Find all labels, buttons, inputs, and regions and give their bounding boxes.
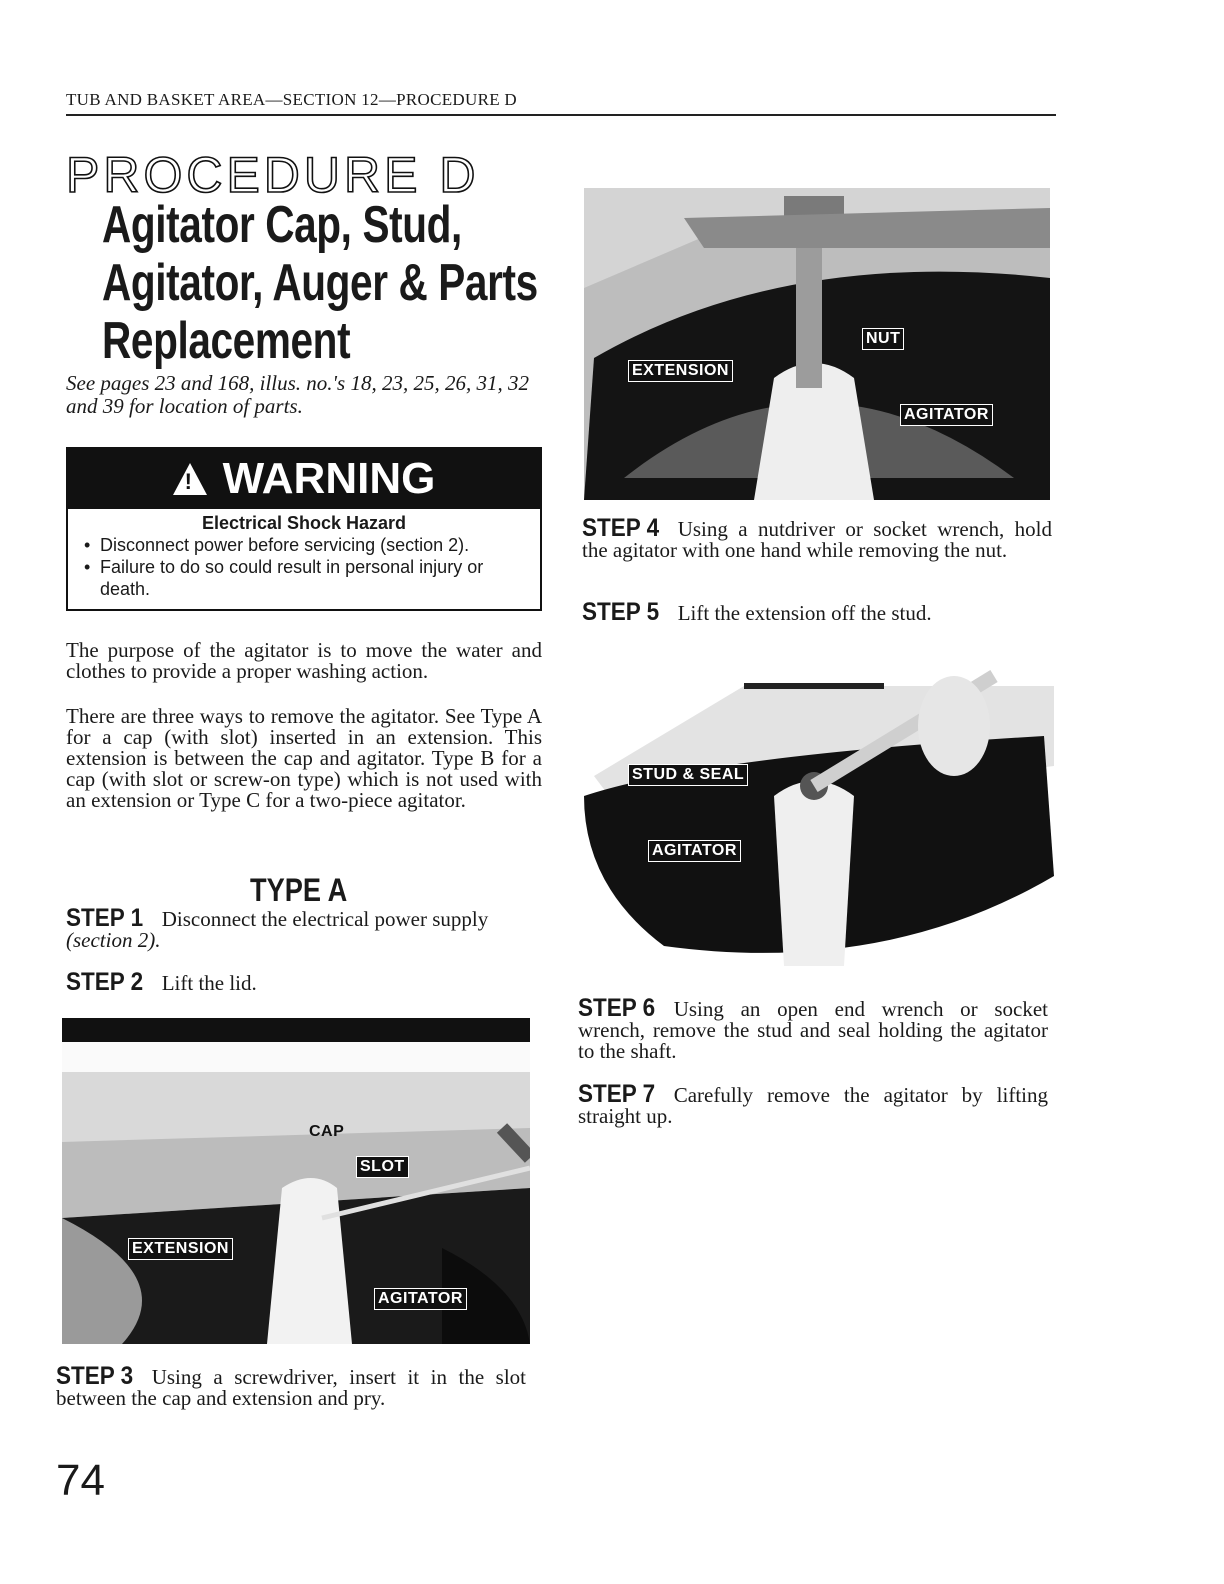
procedure-label: PROCEDURE D <box>66 147 480 203</box>
type-a-heading: TYPE A <box>250 872 348 908</box>
step-note: (section 2). <box>66 928 161 952</box>
callout-agitator: AGITATOR <box>374 1288 467 1310</box>
title-line: Agitator Cap, Stud, <box>102 196 462 254</box>
page-title <box>102 196 538 370</box>
warning-bullet: • Failure to do so could result in personal injury or death. <box>82 556 532 600</box>
callout-agitator: AGITATOR <box>900 404 993 426</box>
warning-heading: WARNING <box>222 454 436 503</box>
page-number: 74 <box>56 1456 105 1505</box>
step-text: Lift the extension off the stud. <box>677 601 932 625</box>
callout-extension: EXTENSION <box>128 1238 233 1260</box>
photo-stud-seal <box>584 646 1054 966</box>
step-7 <box>578 1080 1048 1128</box>
photo-nut-extension <box>584 188 1050 500</box>
callout-agitator: AGITATOR <box>648 840 741 862</box>
warning-bullet: • Disconnect power before servicing (section 2). <box>82 534 532 556</box>
header-text: TUB AND BASKET AREA—SECTION 12—PROCEDURE D <box>66 90 518 109</box>
callout-nut: NUT <box>862 328 904 350</box>
photo-cap-slot <box>62 1018 530 1344</box>
title-line: Agitator, Auger & Parts <box>102 254 538 312</box>
warning-subheading: Electrical Shock Hazard <box>201 513 407 533</box>
step-number: STEP 4 <box>582 514 660 542</box>
step-text: Using a screwdriver, insert it in the slot between the cap and extension and pry. <box>56 1365 526 1410</box>
callout-extension: EXTENSION <box>628 360 733 382</box>
step-number: STEP 6 <box>578 994 656 1022</box>
types-paragraph: There are three ways to remove the agitator. See Type A for a cap (with slot) inserted in an extension. This extension is between the cap and agitator. Type B for a cap (with slot or screw-on type) which is not used with an extension or Type C for a two-piece agitator. <box>66 704 542 812</box>
callout-cap: CAP <box>309 1123 345 1140</box>
title-line: Replacement <box>102 312 351 370</box>
step-text: Using a nutdriver or socket wrench, hold the agitator with one hand while removing the nut. <box>582 517 1052 562</box>
step-text: Lift the lid. <box>161 971 257 995</box>
step-number: STEP 7 <box>578 1080 656 1108</box>
step-4 <box>582 514 1052 562</box>
intro-paragraph: The purpose of the agitator is to move the water and clothes to provide a proper washing action. <box>66 638 542 683</box>
page-header <box>66 90 1056 116</box>
step-5 <box>582 598 1052 626</box>
step-text: Carefully remove the agitator by lifting straight up. <box>578 1083 1048 1128</box>
warning-triangle-icon: ! <box>173 463 207 495</box>
step-6 <box>578 994 1048 1063</box>
step-2 <box>66 968 542 996</box>
step-number: STEP 2 <box>66 968 144 996</box>
see-pages-note: See pages 23 and 168, illus. no.'s 18, 23, 25, 26, 31, 32 and 39 for location of parts. <box>66 371 529 418</box>
step-number: STEP 5 <box>582 598 660 626</box>
warning-list <box>68 534 540 600</box>
warning-box <box>66 447 542 611</box>
step-3 <box>56 1362 526 1410</box>
step-1 <box>66 904 542 952</box>
callout-slot: SLOT <box>356 1156 409 1178</box>
step-number: STEP 3 <box>56 1362 134 1390</box>
warning-header <box>68 449 540 509</box>
step-text: Disconnect the electrical power supply <box>161 907 489 931</box>
step-text: Using an open end wrench or socket wrench, remove the stud and seal holding the agitator to the shaft. <box>578 997 1048 1063</box>
step-number: STEP 1 <box>66 904 144 932</box>
callout-stud-seal: STUD & SEAL <box>628 764 748 786</box>
